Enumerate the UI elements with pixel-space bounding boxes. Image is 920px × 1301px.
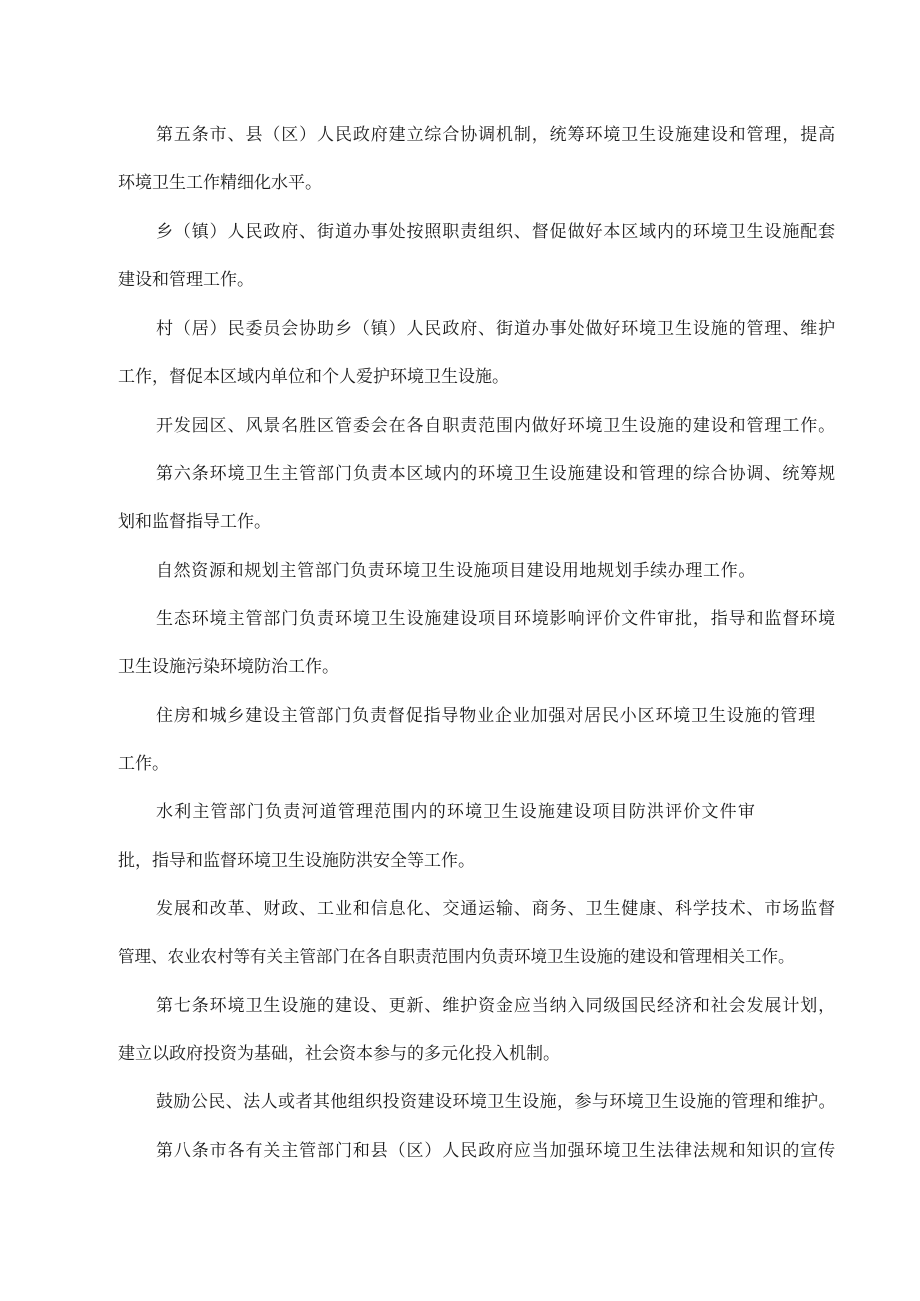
- text-line: 第六条环境卫生主管部门负责本区域内的环境卫生设施建设和管理的综合协调、统筹规: [156, 464, 836, 484]
- text-line: 村（居）民委员会协助乡（镇）人民政府、街道办事处做好环境卫生设施的管理、维护: [156, 319, 836, 339]
- text-line: 鼓励公民、法人或者其他组织投资建设环境卫生设施，参与环境卫生设施的管理和维护。: [156, 1092, 836, 1112]
- text-line: 建设和管理工作。: [118, 270, 254, 290]
- text-line: 水利主管部门负责河道管理范围内的环境卫生设施建设项目防洪评价文件审: [156, 802, 756, 822]
- text-line: 开发园区、风景名胜区管委会在各自职责范围内做好环境卫生设施的建设和管理工作。: [156, 416, 836, 436]
- text-line: 批，指导和监督环境卫生设施防洪安全等工作。: [118, 851, 475, 871]
- text-line: 建立以政府投资为基础，社会资本参与的多元化投入机制。: [118, 1044, 560, 1064]
- text-line: 乡（镇）人民政府、街道办事处按照职责组织、督促做好本区域内的环境卫生设施配套: [156, 222, 836, 242]
- text-line: 第五条市、县（区）人民政府建立综合协调机制，统筹环境卫生设施建设和管理，提高: [156, 125, 836, 145]
- text-line: 第七条环境卫生设施的建设、更新、维护资金应当纳入同级国民经济和社会发展计划，: [156, 996, 836, 1016]
- text-line: 划和监督指导工作。: [118, 512, 271, 532]
- text-line: 住房和城乡建设主管部门负责督促指导物业企业加强对居民小区环境卫生设施的管理: [156, 706, 816, 726]
- text-line: 自然资源和规划主管部门负责环境卫生设施项目建设用地规划手续办理工作。: [156, 561, 756, 581]
- text-line: 生态环境主管部门负责环境卫生设施建设项目环境影响评价文件审批，指导和监督环境: [156, 609, 836, 629]
- text-line: 工作。: [118, 754, 169, 774]
- text-line: 工作，督促本区域内单位和个人爱护环境卫生设施。: [118, 367, 509, 387]
- text-line: 卫生设施污染环境防治工作。: [118, 657, 339, 677]
- text-line: 第八条市各有关主管部门和县（区）人民政府应当加强环境卫生法律法规和知识的宣传: [156, 1141, 836, 1161]
- text-line: 环境卫生工作精细化水平。: [118, 173, 322, 193]
- text-line: 管理、农业农村等有关主管部门在各自职责范围内负责环境卫生设施的建设和管理相关工作。: [118, 947, 795, 966]
- text-line: 发展和改革、财政、工业和信息化、交通运输、商务、卫生健康、科学技术、市场监督: [156, 899, 836, 919]
